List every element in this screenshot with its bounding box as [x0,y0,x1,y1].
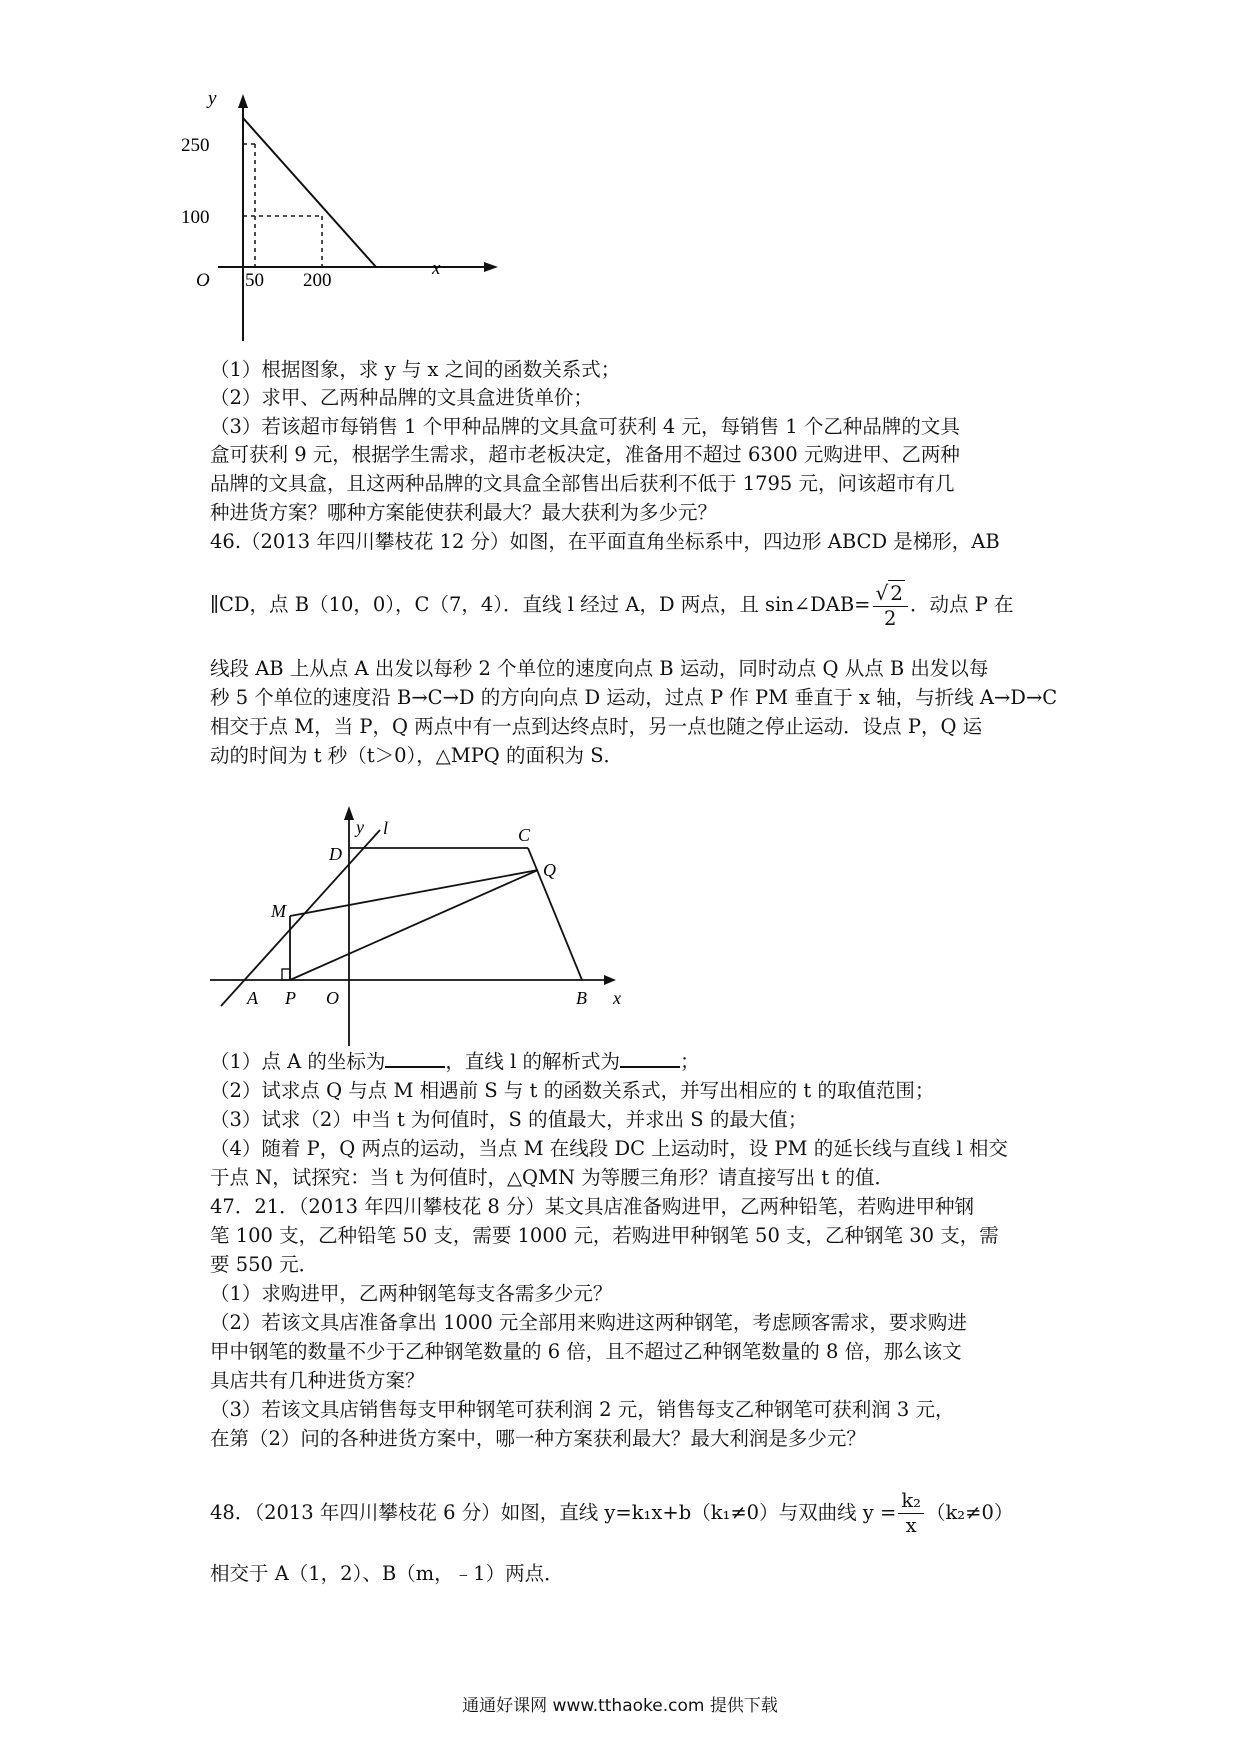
q47-part-2-cont-1: 甲中钢笔的数量不少于乙种钢笔数量的 6 倍，且不超过乙种钢笔数量的 8 倍，那么该文 [210,1340,962,1363]
q48-line-2: 相交于 A（1，2）、B（m，﹣1）两点． [210,1562,564,1585]
q47-part-3: （3）若该文具店销售每支甲种钢笔可获利润 2 元，销售每支乙种钢笔可获利润 3 元， [210,1398,955,1421]
q47-part-1: （1）求购进甲，乙两种钢笔每支各需多少元？ [210,1282,613,1305]
line-l-label: l [383,818,389,838]
sin-fraction [873,581,908,631]
q48-line-1-post: （k₂≠0） [925,1501,1014,1524]
q46-part-4: （4）随着 P，Q 两点的运动，当点 M 在线段 DC 上运动时，设 PM 的延长线与直线 l 相交 [210,1137,1008,1160]
y-axis-label: y [208,88,217,109]
point-A: A [247,988,258,1008]
x-tick-200: 200 [303,270,332,291]
function-line [243,118,376,267]
q46-line-2-pre: ∥CD，点 B（10，0），C（7，4）．直线 l 经过 A，D 两点，且 sin∠DAB= [210,593,871,616]
point-C: C [518,825,531,845]
x-axis-label: x [432,258,441,279]
q47-part-3-cont: 在第（2）问的各种进货方案中，哪一种方案获利最大？最大利润是多少元？ [210,1427,866,1450]
point-O: O [326,988,339,1008]
x-tick-50: 50 [245,270,264,291]
q47-line-1: 47．21．（2013 年四川攀枝花 8 分）某文具店准备购进甲，乙两种铅笔，若购进甲种钢 [210,1195,975,1218]
hyperbola-fraction [898,1489,924,1538]
q45-part-3-cont-3: 种进货方案？哪种方案能使获利最大？最大获利为多少元？ [210,501,718,524]
q47-part-2: （2）若该文具店准备拿出 1000 元全部用来购进这两种钢笔，考虑顾客需求，要求购进 [210,1311,967,1334]
q45-part-2: （2）求甲、乙两种品牌的文具盒进货单价； [210,386,593,409]
q46-line-6: 动的时间为 t 秒（t＞0），△MPQ 的面积为 S． [210,744,624,767]
point-P: P [285,988,296,1008]
q46-part-1-c: ； [680,1050,700,1073]
q47-part-2-cont-2: 具店共有几种进货方案？ [210,1369,425,1392]
x-axis-label-2: x [613,988,621,1008]
graph-trapezoid [205,810,635,1048]
q47-line-3: 要 550 元． [210,1253,319,1276]
q45-part-3: （3）若该超市每销售 1 个甲种品牌的文具盒可获利 4 元，每销售 1 个乙种品牌的文具 [210,415,960,438]
q46-part-1 [210,1048,1040,1075]
point-B: B [576,988,587,1008]
point-Q: Q [543,860,556,880]
y-axis-label-2: y [356,817,364,837]
y-tick-100: 100 [181,207,210,228]
q48-line-1-pre: 48．（2013 年四川攀枝花 6 分）如图，直线 y=k₁x+b（k₁≠0）与双曲线 y = [210,1501,897,1524]
answer-blank-l[interactable] [620,1048,680,1068]
q46-line-5: 相交于点 M，当 P，Q 两点中有一点到达终点时，另一点也随之停止运动．设点 P，Q 运 [210,715,983,738]
q45-part-1: （1）根据图象，求 y 与 x 之间的函数关系式； [210,358,621,381]
q45-part-3-cont-1: 盒可获利 9 元，根据学生需求，超市老板决定，准备用不超过 6300 元购进甲、乙两种 [210,443,960,466]
y-tick-250: 250 [181,135,210,156]
q46-line-3: 线段 AB 上从点 A 出发以每秒 2 个单位的速度向点 B 运动，同时动点 Q 从点 B 出发以每 [210,657,989,680]
q46-part-2: （2）试求点 Q 与点 M 相遇前 S 与 t 的函数关系式，并写出相应的 t 的取值范围； [210,1079,935,1102]
q46-line-2-post: ．动点 P 在 [910,593,1014,616]
q48-line-1 [210,1486,1040,1546]
graph-price-function [181,88,510,346]
fraction-denominator-x: x [905,1514,917,1537]
origin-label: O [196,270,210,291]
q46-line-2 [210,578,1040,638]
q46-line-1: 46.（2013 年四川攀枝花 12 分）如图，在平面直角坐标系中，四边形 ABCD 是梯形，AB [210,530,1000,553]
q46-part-4-cont: 于点 N，试探究：当 t 为何值时，△QMN 为等腰三角形？请直接写出 t 的值． [210,1166,894,1189]
point-M: M [271,901,286,921]
page-footer: 通通好课网 www.tthaoke.com 提供下载 [462,1696,778,1716]
sqrt-sign: √ [875,580,889,605]
sqrt-radicand: 2 [890,580,903,605]
q46-line-4: 秒 5 个单位的速度沿 B→C→D 的方向向点 D 运动，过点 P 作 PM 垂直于 x 轴，与折线 A→D→C [210,686,1058,709]
fraction-numerator: k₂ [898,1489,924,1514]
q47-line-2: 笔 100 支，乙种铅笔 50 支，需要 1000 元，若购进甲种钢笔 50 支，乙种钢笔 30 支，需 [210,1224,999,1247]
q46-part-3: （3）试求（2）中当 t 为何值时，S 的值最大，并求出 S 的最大值； [210,1108,808,1131]
q45-part-3-cont-2: 品牌的文具盒，且这两种品牌的文具盒全部售出后获利不低于 1795 元，问该超市有几 [210,472,955,495]
answer-blank-a[interactable] [385,1048,445,1068]
q46-part-1-a: （1）点 A 的坐标为 [210,1050,386,1073]
fraction-denominator: 2 [884,606,897,630]
point-D: D [329,844,342,864]
q46-part-1-b: ，直线 l 的解析式为 [445,1050,621,1073]
